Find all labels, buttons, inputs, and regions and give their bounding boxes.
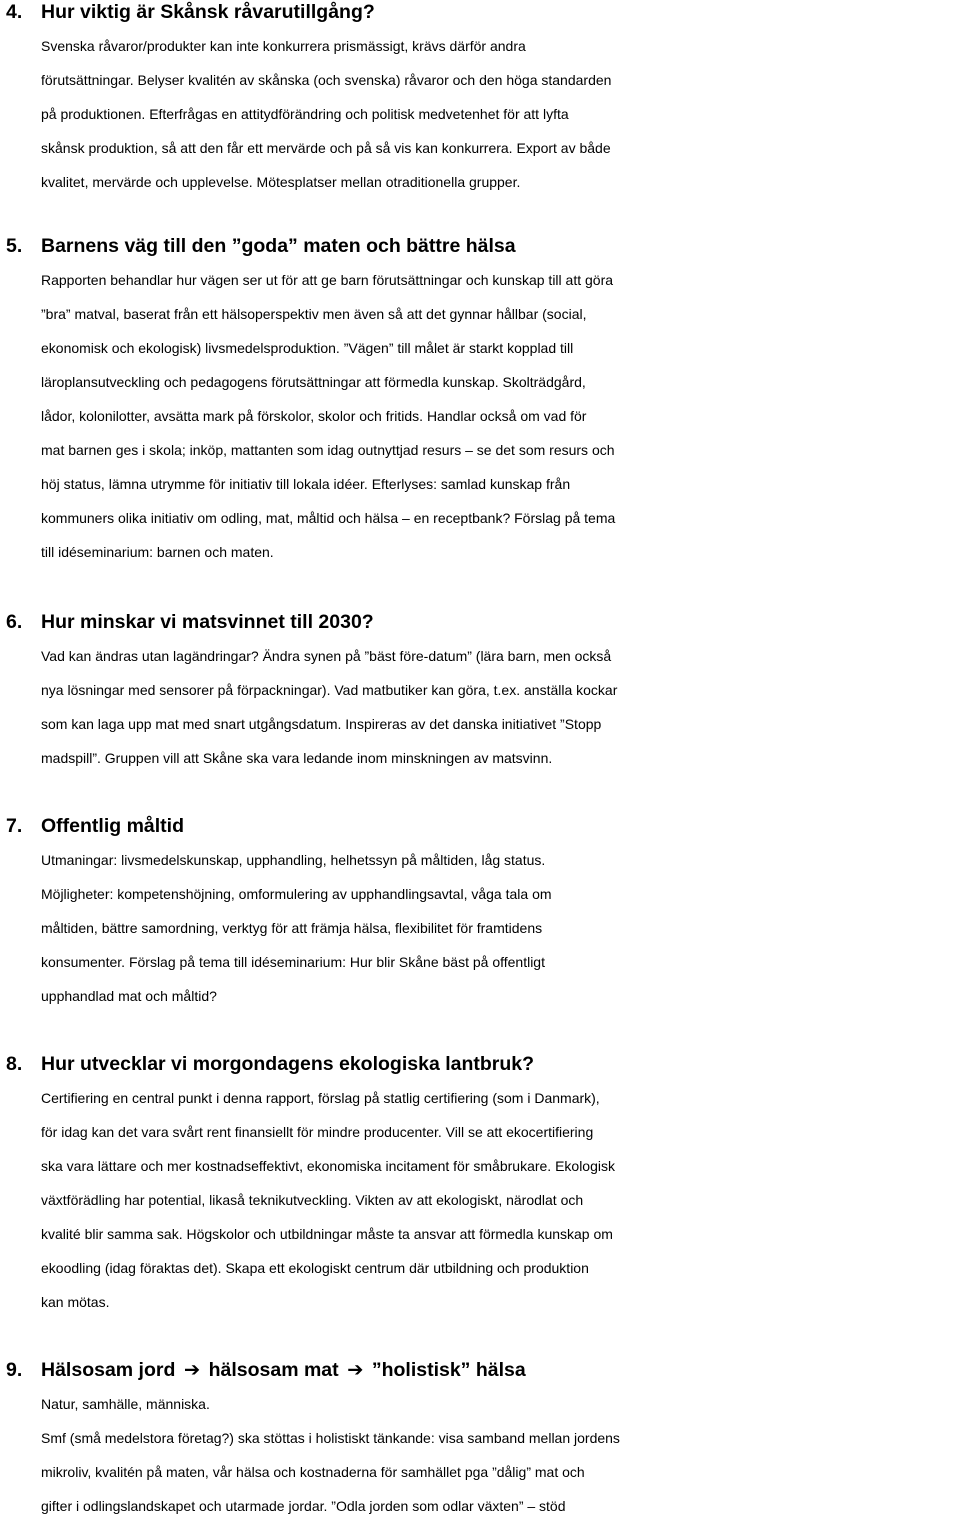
arrow-right-icon: ➔	[183, 1359, 201, 1381]
arrow-right-icon: ➔	[347, 1359, 364, 1381]
paragraph-line: skånsk produktion, så att den får ett mervärde och på så vis kan konkurrera. Export av både	[41, 140, 611, 156]
paragraph-line: som kan laga upp mat med snart utgångsdatum. Inspireras av det danska initiativet ”Stopp	[41, 716, 602, 732]
section-heading	[0, 605, 960, 639]
section-heading	[0, 1047, 960, 1081]
section-title: Hur minskar vi matsvinnet till 2030?	[41, 611, 374, 633]
paragraph-line: lådor, kolonilotter, avsätta mark på förskolor, skolor och fritids. Handlar också om vad för	[41, 408, 587, 424]
section-heading	[0, 229, 960, 263]
paragraph-line: nya lösningar med sensorer på förpackningar). Vad matbutiker kan göra, t.ex. anställa kockar	[41, 682, 618, 698]
section-number: 8.	[6, 1053, 23, 1075]
section-5	[0, 229, 960, 569]
paragraph-line: kommuners olika initiativ om odling, mat, måltid och hälsa – en receptbank? Förslag på tema	[41, 510, 616, 526]
paragraph-line: Utmaningar: livsmedelskunskap, upphandling, helhetssyn på måltiden, låg status.	[41, 852, 546, 868]
section-4	[0, 0, 960, 199]
section-6	[0, 605, 960, 775]
title-part: hälsosam mat	[208, 1359, 339, 1381]
paragraph-line: läroplansutveckling och pedagogens förutsättningar att förmedla kunskap. Skolträdgård,	[41, 374, 586, 390]
section-title: Hur viktig är Skånsk råvarutillgång?	[41, 1, 375, 23]
section-7	[0, 809, 960, 1013]
section-title: Hur utvecklar vi morgondagens ekologiska lantbruk?	[41, 1053, 535, 1075]
paragraph-line: till idéseminarium: barnen och maten.	[41, 544, 274, 560]
paragraph-line: ska vara lättare och mer kostnadseffektivt, ekonomiska incitament för småbrukare. Ekologisk	[41, 1158, 615, 1174]
section-heading	[0, 1353, 960, 1387]
section-number: 6.	[6, 611, 23, 633]
section-title	[41, 1353, 526, 1387]
paragraph-line: Smf (små medelstora företag?) ska stöttas i holistiskt tänkande: visa samband mellan jordens	[41, 1430, 620, 1446]
paragraph-line: Certifiering en central punkt i denna rapport, förslag på statlig certifiering (som i Danmark),	[41, 1090, 600, 1106]
paragraph-line: Rapporten behandlar hur vägen ser ut för att ge barn förutsättningar och kunskap till att göra	[41, 272, 614, 288]
paragraph-line: ekoodling (idag föraktas det). Skapa ett ekologiskt centrum där utbildning och produktion	[41, 1260, 589, 1276]
title-part: ”holistisk” hälsa	[371, 1359, 526, 1381]
section-8	[0, 1047, 960, 1319]
section-heading	[0, 0, 960, 29]
section-9	[0, 1353, 960, 1523]
paragraph-line: ekonomisk och ekologisk) livsmedelsproduktion. ”Vägen” till målet är starkt kopplad till	[41, 340, 574, 356]
paragraph-line: Vad kan ändras utan lagändringar? Ändra synen på ”bäst före-datum” (lära barn, men också	[41, 648, 612, 664]
paragraph-line: mat barnen ges i skola; inköp, mattanten som idag outnyttjad resurs – se det som resurs och	[41, 442, 615, 458]
title-part: Hälsosam jord	[41, 1359, 176, 1381]
paragraph-line: kvalité blir samma sak. Högskolor och utbildningar måste ta ansvar att förmedla kunskap om	[41, 1226, 613, 1242]
paragraph-line: gifter i odlingslandskapet och utarmade jordar. ”Odla jorden som odlar växten” – stöd	[41, 1498, 566, 1514]
section-number: 5.	[6, 235, 23, 257]
paragraph-line: på produktionen. Efterfrågas en attitydförändring och politisk medvetenhet för att lyfta	[41, 106, 569, 122]
paragraph-line: växtförädling har potential, likaså teknikutveckling. Vikten av att ekologiskt, närodlat och	[41, 1192, 584, 1208]
paragraph-line: mikroliv, kvalitén på maten, vår hälsa och kostnaderna för samhället pga ”dålig” mat och	[41, 1464, 585, 1480]
paragraph-line: Möjligheter: kompetenshöjning, omformulering av upphandlingsavtal, våga tala om	[41, 886, 552, 902]
paragraph-line: förutsättningar. Belyser kvalitén av skånska (och svenska) råvaror och den höga standarden	[41, 72, 612, 88]
paragraph-line: kvalitet, mervärde och upplevelse. Mötesplatser mellan otraditionella grupper.	[41, 174, 521, 190]
paragraph-line: madspill”. Gruppen vill att Skåne ska vara ledande inom minskningen av matsvinn.	[41, 750, 553, 766]
section-number: 4.	[6, 1, 23, 23]
paragraph-line: kan mötas.	[41, 1294, 110, 1310]
paragraph-line: höj status, lämna utrymme för initiativ till lokala idéer. Efterlyses: samlad kunskap från	[41, 476, 571, 492]
section-title: Offentlig måltid	[41, 815, 184, 837]
section-number: 7.	[6, 815, 23, 837]
paragraph-line: för idag kan det vara svårt rent finansiellt för mindre producenter. Vill se att ekocertifiering	[41, 1124, 594, 1140]
section-number: 9.	[6, 1359, 23, 1381]
paragraph-line: konsumenter. Förslag på tema till idéseminarium: Hur blir Skåne bäst på offentligt	[41, 954, 545, 970]
paragraph-line: Natur, samhälle, människa.	[41, 1396, 210, 1412]
section-title: Barnens väg till den ”goda” maten och bättre hälsa	[41, 235, 516, 257]
paragraph-line: Svenska råvaror/produkter kan inte konkurrera prismässigt, krävs därför andra	[41, 38, 526, 54]
paragraph-line: måltiden, bättre samordning, verktyg för att främja hälsa, flexibilitet för framtidens	[41, 920, 543, 936]
section-heading	[0, 809, 960, 843]
paragraph-line: upphandlad mat och måltid?	[41, 988, 217, 1004]
paragraph-line: ”bra” matval, baserat från ett hälsoperspektiv men även så att det gynnar hållbar (social,	[41, 306, 587, 322]
